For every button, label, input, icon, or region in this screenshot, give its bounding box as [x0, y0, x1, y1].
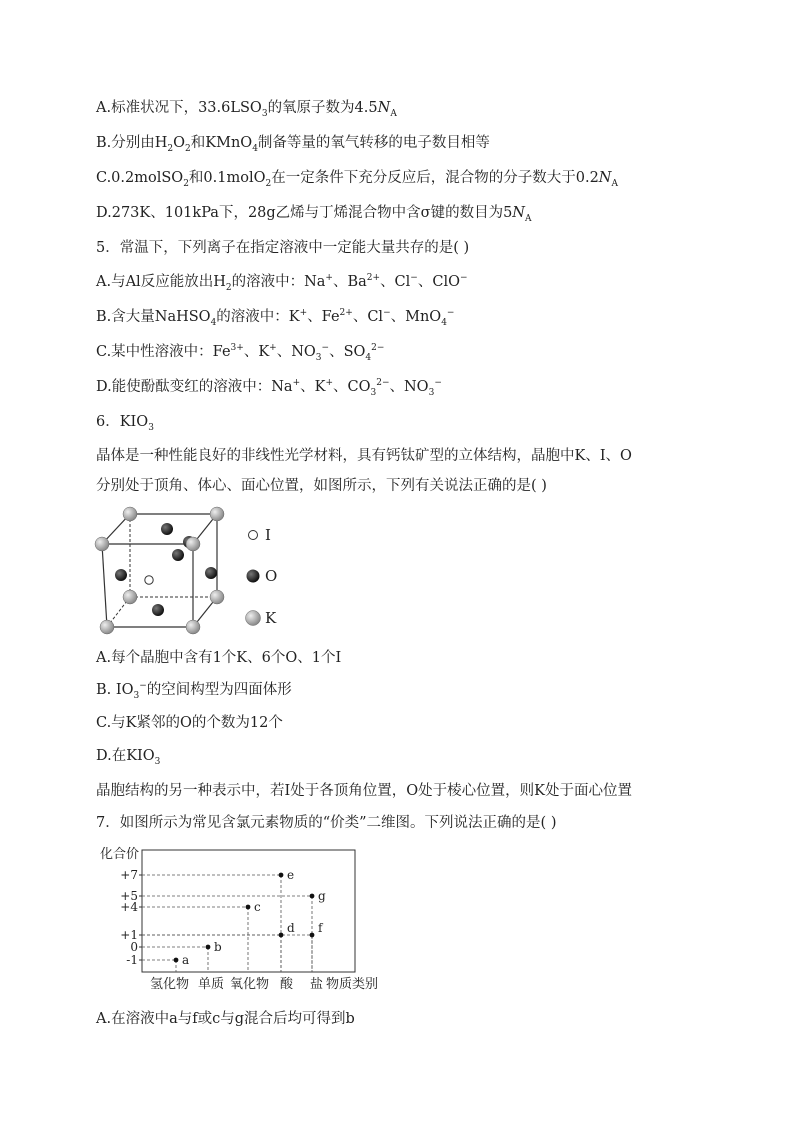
q5-option-c: C.某中性溶液中：$Fe^{3+}$、K+、$NO_3^-$、$SO_4^{2-}$ — [96, 343, 385, 363]
category-label: 氧化物 — [230, 977, 270, 992]
legend-k-icon — [243, 608, 263, 628]
point-c — [246, 905, 251, 910]
q5-option-a: A.与Al反应能放出$H_2$的溶液中：Na+、$Ba^{2+}$、Cl−、ClO− — [96, 273, 468, 293]
q6-heading: 6．$KIO_3$ — [96, 414, 154, 433]
y-tick-label: +4 — [120, 900, 138, 914]
category-label: 盐 — [310, 977, 324, 992]
point-f — [310, 933, 315, 938]
point-label-d: d — [287, 921, 295, 935]
chart-frame — [142, 850, 355, 972]
legend-o-icon — [244, 567, 262, 585]
legend-i-label: I — [265, 526, 271, 544]
legend-k-label: K — [265, 609, 277, 627]
crystal-cell-diagram — [90, 500, 240, 640]
point-d — [279, 933, 284, 938]
point-label-b: b — [214, 940, 222, 954]
y-tick-label: 0 — [130, 940, 138, 954]
point-label-a: a — [182, 953, 190, 967]
q6-stem-line1: 晶体是一种性能良好的非线性光学材料，具有钙钛矿型的立体结构，晶胞中K、I、O — [96, 448, 632, 464]
q6-option-c: C.与K紧邻的O的个数为12个 — [96, 715, 283, 731]
q6-option-d-continued: 晶胞结构的另一种表示中，若I处于各顶角位置，O处于棱心位置，则K处于面心位置 — [96, 783, 632, 799]
q6-option-a: A.每个晶胞中含有1个K、6个O、1个I — [96, 650, 342, 666]
y-axis-label: 化合价 — [100, 847, 140, 862]
category-label: 单质 — [198, 977, 225, 992]
y-tick-label: +5 — [120, 889, 138, 903]
q7-stem: 7．如图所示为常见含氯元素物质的“价类”二维图。下列说法正确的是( ) — [96, 815, 557, 831]
x-axis-label: 物质类别 — [326, 977, 379, 992]
point-label-f: f — [318, 921, 323, 935]
valence-class-chart — [90, 840, 400, 1000]
point-label-g: g — [318, 889, 326, 903]
category-label: 酸 — [280, 977, 294, 992]
point-e — [279, 873, 284, 878]
legend-i-icon — [245, 527, 261, 543]
q5-option-b: B.含大量NaHSO$_4$的溶液中：K+、$Fe^{2+}$、Cl−、MnO$_4$− — [96, 308, 455, 328]
q5-stem: 5．常温下，下列离子在指定溶液中一定能大量共存的是( ) — [96, 240, 470, 256]
q6-option-d: D.在$KIO_3$ — [96, 748, 161, 767]
q6-stem-line2: 分别处于顶角、体心、面心位置，如图所示，下列有关说法正确的是( ) — [96, 478, 547, 494]
q4-option-b: B.分别由$H_2O_2$和KMnO$_4$制备等量的氧气转移的电子数目相等 — [96, 135, 490, 154]
point-g — [310, 894, 315, 899]
q5-option-d: D.能使酚酞变红的溶液中：Na+、K+、$CO_3^{2-}$、$NO_3^-$ — [96, 378, 442, 398]
q4-option-d: D.273K、101kPa下，28g乙烯与丁烯混合物中含σ键的数目为$5N_A$ — [96, 205, 532, 224]
legend-o-label: O — [265, 567, 278, 585]
q4-option-c: C.0.2molSO$_2$和0.1molO$_2$在一定条件下充分反应后，混合物的分子数大于$0.2N_A$ — [96, 170, 618, 189]
y-tick-label: +7 — [120, 868, 138, 882]
y-tick-label: +1 — [120, 928, 138, 942]
category-label: 氢化物 — [150, 977, 190, 992]
y-tick-label: -1 — [126, 953, 138, 967]
q6-option-b: B. $IO_3^-$的空间构型为四面体形 — [96, 681, 292, 701]
point-a — [174, 958, 179, 963]
point-label-e: e — [287, 868, 295, 882]
point-b — [206, 945, 211, 950]
point-label-c: c — [254, 900, 261, 914]
q7-option-a: A.在溶液中a与f或c与g混合后均可得到b — [96, 1011, 355, 1027]
q4-option-a: A.标准状况下，$33.6LSO_3$的氧原子数为$4.5N_A$ — [96, 100, 397, 119]
